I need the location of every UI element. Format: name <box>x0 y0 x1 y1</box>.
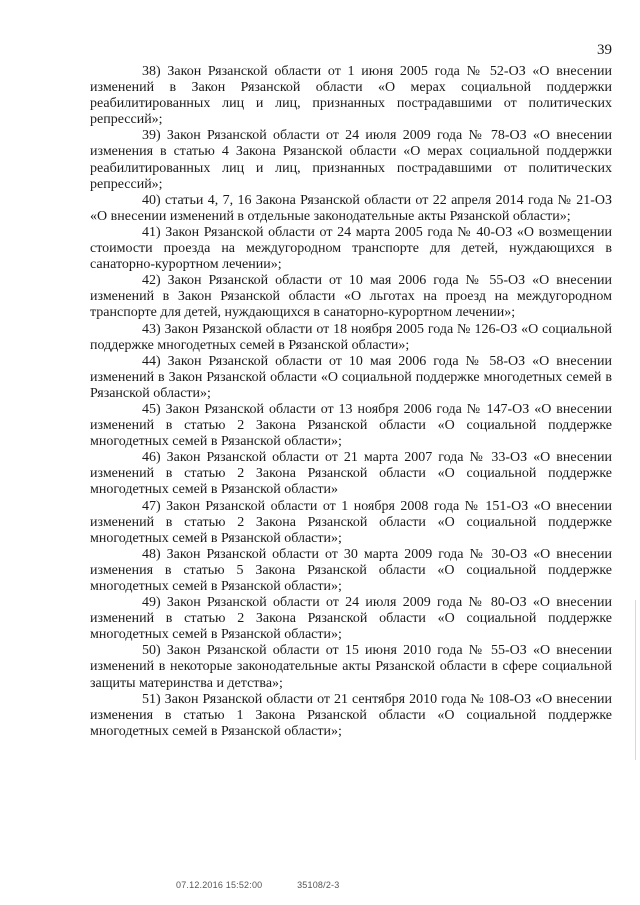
list-item: 44) Закон Рязанской области от 10 мая 2006 года № 58-ОЗ «О внесении изменений в Закон Рязанской области «О социальной поддержке многодетных семей в Рязанской области»; <box>90 353 612 401</box>
list-item: 46) Закон Рязанской области от 21 марта 2007 года № 33-ОЗ «О внесении изменений в статью 2 Закона Рязанской области «О социальной поддержке многодетных семей в Рязанской области» <box>90 450 612 498</box>
scan-margin-mark <box>635 600 636 760</box>
list-item: 45) Закон Рязанской области от 13 ноября 2006 года № 147-ОЗ «О внесении изменений в статью 2 Закона Рязанской области «О социальной поддержке многодетных семей в Рязанской области»; <box>90 401 612 450</box>
list-item: 38) Закон Рязанской области от 1 июня 2005 года № 52-ОЗ «О внесении изменений в Закон Рязанской области «О мерах социальной поддержки реабилитированных лиц и лиц, признанных пострадавшими от политических репрессий»; <box>90 64 612 128</box>
page-footer <box>176 880 339 890</box>
list-item: 39) Закон Рязанской области от 24 июля 2009 года № 78-ОЗ «О внесении изменения в статью 4 Закона Рязанской области «О мерах социальной поддержки реабилитированных лиц и лиц, признанных пострадавшими от политических репрессий»; <box>90 128 612 192</box>
footer-document-id: 35108/2-3 <box>297 880 340 890</box>
list-item: 43) Закон Рязанской области от 18 ноября 2005 года № 126-ОЗ «О социальной поддержке многодетных семей в Рязанской области»; <box>90 321 612 353</box>
list-item: 41) Закон Рязанской области от 24 марта 2005 года № 40-ОЗ «О возмещении стоимости проезда на междугородном транспорте для детей, нуждающихся в санаторно-курортном лечении»; <box>90 224 612 273</box>
list-item: 40) статьи 4, 7, 16 Закона Рязанской области от 22 апреля 2014 года № 21-ОЗ «О внесении изменений в отдельные законодательные акты Рязанской области»; <box>90 192 612 224</box>
list-item: 48) Закон Рязанской области от 30 марта 2009 года № 30-ОЗ «О внесении изменения в статью 5 Закона Рязанской области «О социальной поддержке многодетных семей в Рязанской области»; <box>90 546 612 594</box>
list-item: 50) Закон Рязанской области от 15 июня 2010 года № 55-ОЗ «О внесении изменений в некоторые законодательные акты Рязанской области в сфере социальной защиты материнства и детства»; <box>90 643 612 691</box>
footer-timestamp: 07.12.2016 15:52:00 <box>176 880 263 890</box>
list-item: 47) Закон Рязанской области от 1 ноября 2008 года № 151-ОЗ «О внесении изменений в статью 2 Закона Рязанской области «О социальной поддержке многодетных семей в Рязанской области»; <box>90 498 612 546</box>
list-item: 49) Закон Рязанской области от 24 июля 2009 года № 80-ОЗ «О внесении изменений в статью 2 Закона Рязанской области «О социальной поддержке многодетных семей в Рязанской области»; <box>90 595 612 643</box>
list-item: 51) Закон Рязанской области от 21 сентября 2010 года № 108-ОЗ «О внесении изменения в статью 1 Закона Рязанской области «О социальной поддержке многодетных семей в Рязанской области»; <box>90 691 612 739</box>
page-number: 39 <box>597 42 612 58</box>
law-list <box>90 64 612 740</box>
list-item: 42) Закон Рязанской области от 10 мая 2006 года № 55-ОЗ «О внесении изменений в Закон Рязанской области «О льготах на проезд на междугородном транспорте для детей, нуждающихся в санаторно-курортном лечении»; <box>90 273 612 321</box>
